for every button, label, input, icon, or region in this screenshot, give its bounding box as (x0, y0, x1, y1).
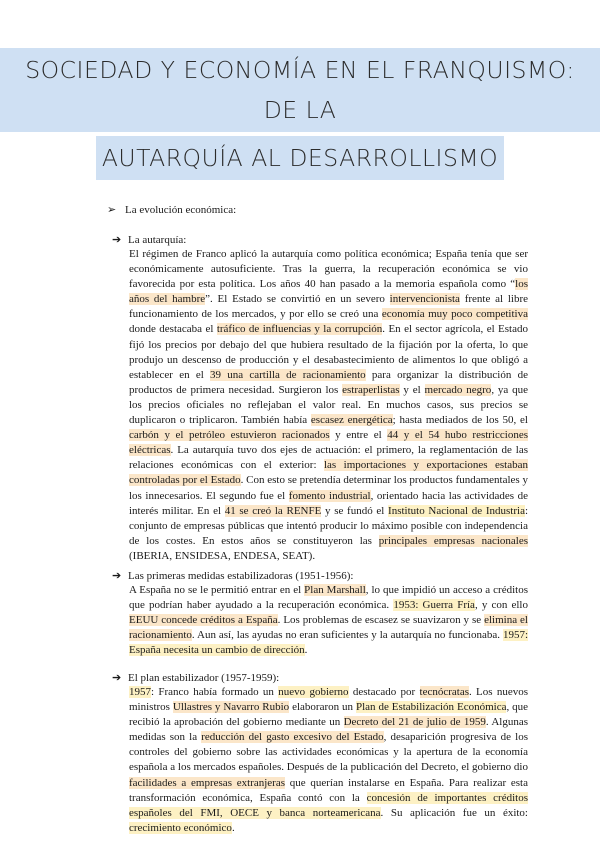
document-title (0, 48, 600, 184)
body-text: : Franco había formado un (151, 686, 279, 698)
body-text: . Los nuevos ministros (129, 686, 529, 714)
body-text: para organizar la distribución de productos de primera necesidad. Surgieron los (129, 368, 528, 396)
highlighted-text: Decreto del 21 de julio de 1959 (343, 716, 486, 729)
highlighted-text: estraperlistas (342, 383, 400, 396)
highlighted-text: 39 una cartilla de racionamiento (210, 368, 366, 381)
body-text: que querían instalarse en España. Para realizar esta transformación económica, España contó con la (129, 776, 528, 804)
highlighted-text: 41 se creó la RENFE (224, 504, 322, 517)
highlighted-text: Instituto Nacional de Industria (388, 504, 525, 517)
highlighted-text: 1957 (129, 686, 151, 698)
subsection-paragraph (129, 685, 528, 836)
body-text: , lo que impidió un acceso a créditos que podrían haber ayudado a la recuperación económica. (129, 584, 528, 612)
highlighted-text: economía muy poco competitiva (381, 308, 528, 321)
subsection-autarquia (112, 233, 528, 564)
body-text: donde destacaba el (129, 323, 217, 336)
highlighted-text: escasez energética (310, 414, 393, 427)
highlighted-text: Plan de Estabilización Económica (355, 701, 507, 714)
body-text: ; hasta mediados de los 50, el (392, 414, 528, 427)
highlighted-text: elimina el racionamiento (129, 614, 528, 642)
highlighted-text: intervencionista (389, 293, 460, 306)
subsection-heading (112, 569, 528, 583)
highlighted-text: Ullastres y Navarro Rubio (172, 701, 290, 714)
body-text: . Aun así, las ayudas no eran suficientes y la autarquía no funcionaba. (191, 629, 503, 642)
body-text: , ya que los precios oficiales no reflejaban el valor real. En muchos casos, sus precios se duplicaron o triplicaron. También había (129, 383, 529, 427)
body-text: ”. El Estado se convirtió en un severo (205, 293, 390, 306)
body-text: . Su aplicación fue un éxito: (380, 806, 528, 819)
highlighted-text: los años del hambre (129, 278, 528, 306)
body-text: y entre el (329, 429, 388, 442)
highlighted-text: fomento industrial (288, 489, 371, 502)
body-text: . En el sector agrícola, el Estado fijó los precios por debajo del que hubiera resultado de la fijación por la oferta, lo que produjo un descenso de producción y el desabastecimiento de alimentos lo que obligó a establecer en el (129, 323, 528, 381)
highlighted-text: facilidades a empresas extranjeras (129, 776, 285, 789)
highlighted-text: carbón y el petróleo estuvieron racionados (129, 429, 330, 442)
body-text: , que recibió la aprobación del gobierno mediante un (129, 701, 529, 729)
highlighted-text: 1957: España necesita un cambio de dirección (129, 629, 528, 657)
body-text: . Con esto se pretendía determinar los productos fundamentales y los innecesarios. El segundo fue el (129, 474, 528, 502)
highlighted-text: tecnócratas (419, 686, 469, 698)
highlighted-text: reducción del gasto excesivo del Estado (201, 731, 384, 744)
body-text: elaboraron un (289, 701, 356, 714)
highlighted-text: principales empresas nacionales (378, 534, 529, 547)
right-arrow-icon: ➔ (112, 570, 122, 582)
section-heading-text: La evolución económica: (125, 204, 237, 216)
highlighted-text: las importaciones y exportaciones estaban controladas por el Estado (129, 459, 528, 487)
body-text: y se fundó el (321, 504, 389, 517)
highlighted-text: EEUU concede créditos a España (129, 614, 278, 627)
body-text: , desaparición progresiva de los controles del gobierno sobre las actividades económicas y la apertura de la economía española a los mercados españoles. Después de la publicación del Decreto, el gobierno dio (129, 731, 528, 774)
title-line-2: AUTARQUÍA AL DESARROLLISMO (96, 136, 504, 180)
body-text: frente al libre funcionamiento de los mercados, y por ello se creó una (129, 293, 528, 321)
body-text: , y con ello (474, 599, 528, 612)
subsection-medidas-estabilizadoras (112, 569, 528, 658)
highlighted-text: 1953: Guerra Fría (393, 599, 475, 612)
highlighted-text: crecimiento económico (129, 821, 232, 834)
title-line-1: SOCIEDAD Y ECONOMÍA EN EL FRANQUISMO: DE LA (0, 48, 600, 132)
subsection-heading-text: Las primeras medidas estabilizadoras (1951-1956): (128, 570, 354, 582)
right-arrow-icon: ➔ (112, 672, 122, 684)
body-text: . La autarquía tuvo dos ejes de actuación: el primero, la reglamentación de las relaciones económicas con el exterior: (129, 444, 528, 472)
subsection-paragraph (129, 583, 528, 658)
subsection-paragraph (129, 247, 528, 564)
highlighted-text: tráfico de influencias y la corrupción (216, 323, 383, 336)
section-heading (107, 203, 236, 217)
highlighted-text: nuevo gobierno (278, 686, 349, 698)
highlighted-text: mercado negro (424, 383, 492, 396)
body-text: A España no se le permitió entrar en el (129, 584, 305, 596)
bullet-arrowhead-icon: ➢ (107, 204, 117, 216)
body-text: . (304, 644, 308, 657)
body-text: : conjunto de empresas públicas que intentó producir lo máximo posible con independencia de los costes. En estos años se constituyeron las (129, 504, 529, 547)
body-text: . Los problemas de escasez se suavizaron y se (277, 614, 485, 627)
body-text: . (231, 821, 235, 834)
highlighted-text: Plan Marshall (304, 584, 366, 596)
highlighted-text: 44 y el 54 hubo restricciones eléctricas (129, 429, 528, 457)
body-text: (IBERIA, ENSIDESA, ENDESA, SEAT). (129, 549, 316, 562)
body-text: destacado por (348, 686, 420, 698)
right-arrow-icon: ➔ (112, 234, 122, 246)
body-text: y el (399, 383, 425, 396)
subsection-heading-text: La autarquía: (128, 234, 187, 246)
body-text: . Algunas medidas son la (129, 716, 529, 744)
body-text: , orientado hacia las actividades de interés militar. En el (129, 489, 528, 517)
body-text: El régimen de Franco aplicó la autarquía como política económica; España tenía que ser económicamente autosuficiente. Tras la guerra, la recuperación económica se vio favorecida por esta política. Los años 40 han pasado a la memoria española como “ (129, 248, 528, 291)
subsection-heading (112, 233, 528, 247)
subsection-plan-estabilizador (112, 671, 528, 836)
subsection-heading (112, 671, 528, 685)
highlighted-text: concesión de importantes créditos españoles del FMI, OECE y banca norteamericana (129, 791, 528, 819)
subsection-heading-text: El plan estabilizador (1957-1959): (128, 672, 280, 684)
